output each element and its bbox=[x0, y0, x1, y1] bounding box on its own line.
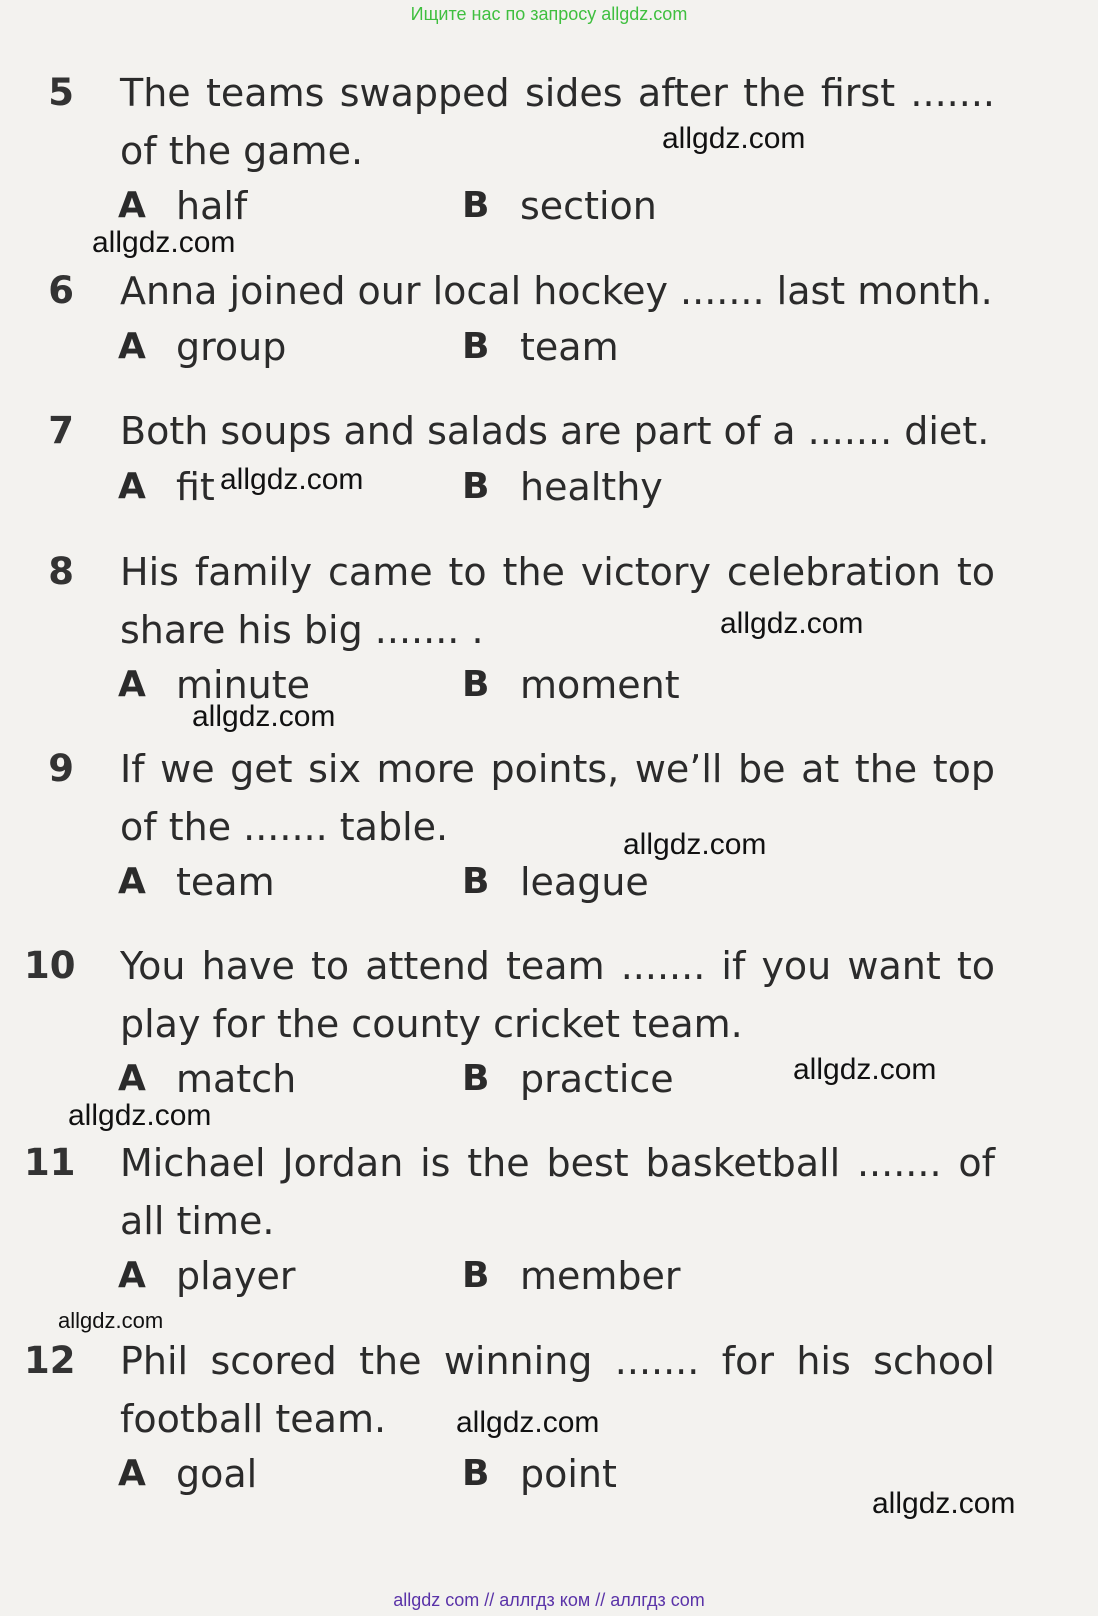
option-a-letter: A bbox=[118, 326, 146, 367]
option-b-letter: B bbox=[462, 185, 490, 226]
watermark: allgdz.com bbox=[872, 1487, 1016, 1520]
question-number: 10 bbox=[24, 944, 76, 987]
option-b-letter: B bbox=[462, 664, 490, 705]
option-b-letter: B bbox=[462, 1453, 490, 1494]
question-number: 11 bbox=[24, 1141, 76, 1184]
option-a-letter: A bbox=[118, 1453, 146, 1494]
watermark: allgdz.com bbox=[456, 1406, 600, 1439]
option-a-word: match bbox=[176, 1057, 297, 1101]
question-number: 8 bbox=[48, 550, 74, 593]
question-number: 6 bbox=[48, 269, 74, 312]
option-a-word: team bbox=[176, 860, 275, 904]
option-b-word: league bbox=[520, 860, 649, 904]
option-b-word: point bbox=[520, 1452, 617, 1496]
question-text: You have to attend team ....... if you want to play for the county cricket team. bbox=[120, 944, 995, 1046]
option-a-word: player bbox=[176, 1254, 296, 1298]
option-a-word: minute bbox=[176, 663, 311, 707]
watermark: allgdz.com bbox=[220, 463, 364, 496]
question-text: Both soups and salads are part of a ....... diet. bbox=[120, 409, 990, 453]
option-b-word: moment bbox=[520, 663, 680, 707]
option-b-word: member bbox=[520, 1254, 681, 1298]
option-a-word: fit bbox=[176, 465, 215, 509]
option-b-word: practice bbox=[520, 1057, 674, 1101]
question-text: Anna joined our local hockey ....... last month. bbox=[120, 269, 993, 313]
watermark: allgdz.com bbox=[623, 828, 767, 861]
search-banner: Ищите нас по запросу allgdz.com bbox=[410, 4, 688, 24]
option-a-word: goal bbox=[176, 1452, 258, 1496]
option-b-letter: B bbox=[462, 861, 490, 902]
watermark: allgdz.com bbox=[192, 700, 336, 733]
option-b-word: team bbox=[520, 325, 619, 369]
watermark: allgdz.com bbox=[68, 1099, 212, 1132]
option-b-letter: B bbox=[462, 326, 490, 367]
option-b-word: section bbox=[520, 184, 657, 228]
question-number: 12 bbox=[24, 1339, 76, 1382]
option-a-letter: A bbox=[118, 466, 146, 507]
watermark: allgdz.com bbox=[793, 1053, 937, 1086]
watermark: allgdz.com bbox=[662, 122, 806, 155]
question-text: If we get six more points, we’ll be at the top of the ....... table. bbox=[120, 747, 995, 849]
question-number: 9 bbox=[48, 747, 74, 790]
option-a-word: group bbox=[176, 325, 287, 369]
question-text: Michael Jordan is the best basketball ....... of all time. bbox=[120, 1141, 995, 1243]
option-a-word: half bbox=[176, 184, 248, 228]
question-number: 5 bbox=[48, 71, 74, 114]
question-text: The teams swapped sides after the first ....... of the game. bbox=[120, 71, 995, 173]
option-a-letter: A bbox=[118, 185, 146, 226]
question-number: 7 bbox=[48, 409, 74, 452]
watermark: allgdz.com bbox=[720, 607, 864, 640]
option-a-letter: A bbox=[118, 664, 146, 705]
option-b-letter: B bbox=[462, 1255, 490, 1296]
option-a-letter: A bbox=[118, 861, 146, 902]
option-b-letter: B bbox=[462, 1058, 490, 1099]
watermark: allgdz.com bbox=[58, 1308, 164, 1333]
option-b-word: healthy bbox=[520, 465, 663, 509]
watermark: allgdz.com bbox=[92, 226, 236, 259]
option-a-letter: A bbox=[118, 1058, 146, 1099]
footer-banner: allgdz com // аллгдз ком // аллгдз com bbox=[393, 1590, 705, 1610]
option-a-letter: A bbox=[118, 1255, 146, 1296]
question-text: His family came to the victory celebration to share his big ....... . bbox=[120, 550, 995, 652]
option-b-letter: B bbox=[462, 466, 490, 507]
question-text: Phil scored the winning ....... for his school football team. bbox=[120, 1339, 995, 1441]
